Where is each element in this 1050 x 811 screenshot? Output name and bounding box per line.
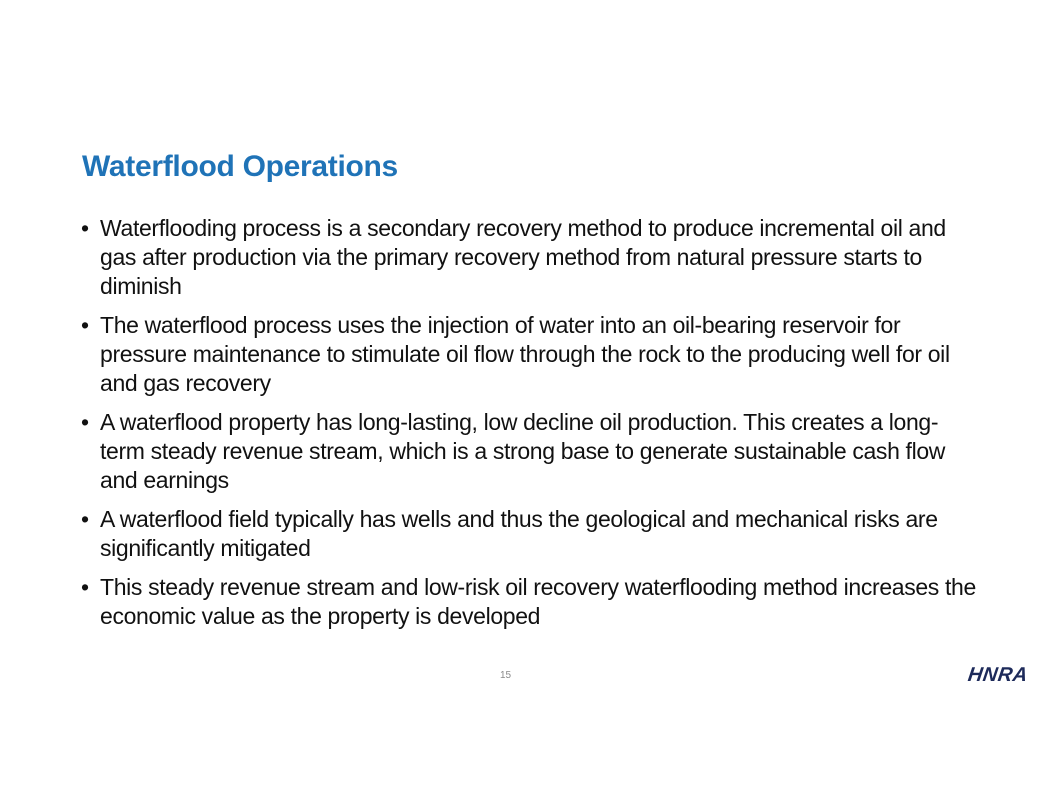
- bullet-text: Waterflooding process is a secondary recovery method to produce incremental oil and gas after production via the primary recovery method from natural pressure starts to diminish: [100, 215, 946, 299]
- hnra-logo: HNRA: [966, 664, 1030, 686]
- bullet-text: This steady revenue stream and low-risk oil recovery waterflooding method increases the economic value as the property is developed: [100, 574, 976, 629]
- page-number: 15: [500, 670, 512, 681]
- bullet-marker: •: [81, 574, 89, 600]
- bullet-text: A waterflood field typically has wells and thus the geological and mechanical risks are significantly mitigated: [100, 506, 938, 561]
- bullet-item: [80, 214, 980, 301]
- bullet-marker: •: [81, 312, 89, 338]
- bullet-list: [80, 214, 980, 641]
- bullet-marker: •: [81, 409, 89, 435]
- bullet-marker: •: [81, 215, 89, 241]
- bullet-text: The waterflood process uses the injection of water into an oil-bearing reservoir for pressure maintenance to stimulate oil flow through the rock to the producing well for oil and gas recovery: [100, 312, 950, 396]
- bullet-item: [80, 311, 980, 398]
- bullet-item: [80, 408, 980, 495]
- slide-title: Waterflood Operations: [82, 150, 398, 183]
- bullet-text: A waterflood property has long-lasting, low decline oil production. This creates a long-term steady revenue stream, which is a strong base to generate sustainable cash flow and earnings: [100, 409, 946, 493]
- bullet-marker: •: [81, 506, 89, 532]
- bullet-item: [80, 505, 980, 563]
- bullet-item: [80, 573, 980, 631]
